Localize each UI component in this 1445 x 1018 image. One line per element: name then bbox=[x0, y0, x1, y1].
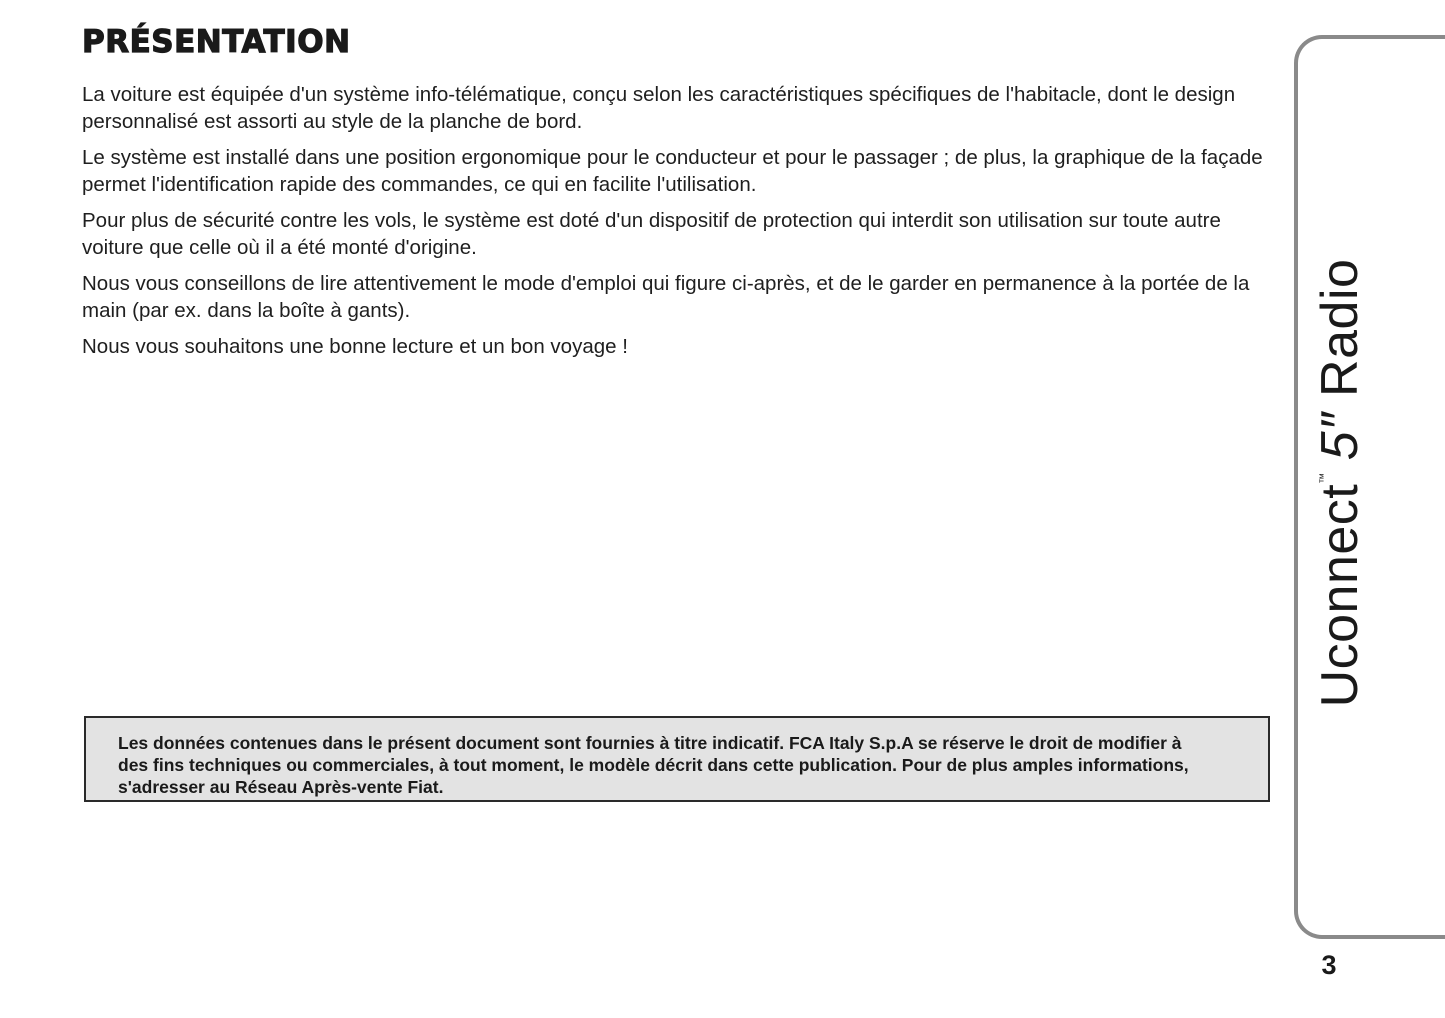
paragraph-intro: La voiture est équipée d'un système info-télématique, conçu selon les caractéristiques spécifiques de l'habitacle, dont le design personnalisé est assorti au style de la planche de bord. bbox=[82, 83, 1236, 133]
section-heading: PRÉSENTATION bbox=[82, 24, 351, 60]
disclaimer-text: Les données contenues dans le présent document sont fournies à titre indicatif. FCA Italy S.p.A se réserve le droit de modifier à des fins techniques ou commerciales, à tout moment, le modèle décrit dans cette publication. Pour de plus amples informations, s'adresser au Réseau Après-vente Fiat. bbox=[118, 733, 1189, 797]
body-text bbox=[82, 82, 1274, 371]
paragraph-closing: Nous vous souhaitons une bonne lecture et un bon voyage ! bbox=[82, 335, 628, 358]
page-number: 3 bbox=[1321, 950, 1337, 980]
paragraph-ergonomics: Le système est installé dans une position ergonomique pour le conducteur et pour le passager ; de plus, la graphique de la façade permet l'identification rapide des commandes, ce qui en facilite l'utilisation. bbox=[82, 146, 1263, 196]
side-tab-title bbox=[1310, 259, 1370, 708]
side-tab-model: 5″ bbox=[1311, 411, 1369, 461]
trademark-symbol: ™ bbox=[1318, 472, 1330, 484]
side-tab-product: Radio bbox=[1311, 258, 1369, 397]
side-tab-brand: Uconnect bbox=[1311, 483, 1369, 708]
paragraph-theft-protection: Pour plus de sécurité contre les vols, le système est doté d'un dispositif de protection qui interdit son utilisation sur toute autre voiture que celle où il a été monté d'origine. bbox=[82, 209, 1221, 259]
paragraph-advice: Nous vous conseillons de lire attentivement le mode d'emploi qui figure ci-après, et de le garder en permanence à la portée de la main (par ex. dans la boîte à gants). bbox=[82, 272, 1250, 322]
disclaimer-notice-box bbox=[84, 716, 1270, 802]
